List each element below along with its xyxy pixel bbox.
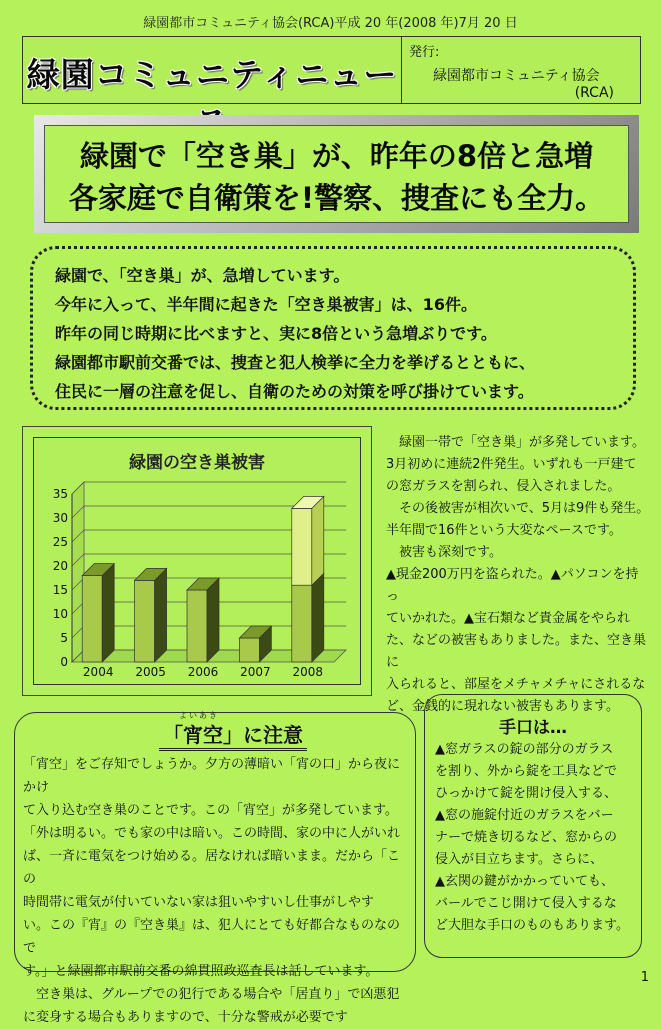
x-tick-label: 2007 [240,665,271,679]
x-tick-label: 2004 [82,665,114,679]
publisher-abbr: (RCA) [574,85,614,101]
summary-line: 今年に入って、半年間に起きた「空き巣被害」は、16件。 [55,295,477,314]
method-line: を割り、外から錠を工具などで [435,764,618,779]
bar-2005-front [135,580,155,662]
y-tick-label: 20 [52,559,68,573]
headline-inner [44,125,629,223]
article-right-column [386,432,651,718]
burglary-bar-chart [34,438,362,686]
method-line: ど大胆な手口のものもあります。 [435,918,629,933]
masthead [22,36,641,104]
newsletter-title: 緑園コミュニティニュー [26,55,398,94]
article-line: た、などの被害もありました。また、空き巣に [386,633,647,670]
bar-2008-extra-side [312,496,324,585]
heading-ruby: よいあき [179,711,219,720]
attention-line: す。」と緑園都市駅前交番の綿貫照政巡査長は話しています。 [23,964,379,979]
attention-line: 「宵空」をご存知でしょうか。夕方の薄暗い「宵の口」から夜にかけ [23,757,401,795]
attention-line: い。この『宵』の『空き巣』は、犯人にとても好都合なものなので [23,918,401,956]
attention-box [14,711,416,1025]
y-tick-label: 5 [60,631,68,645]
publisher-label: 発行: [409,45,440,60]
headline-box [34,115,639,233]
article-line: 入られると、部屋をメチャメチャにされるな [386,677,646,692]
article-line: その後被害が相次いで、5月は9件も発生。 [399,501,650,516]
article-line: 被害も深刻です。 [399,545,502,560]
article-line: 半年間で16件という大変なペースです。 [386,523,622,538]
y-tick-label: 35 [52,487,68,501]
attention-line: ば、一斉に電気をつけ始める。居なければ暗いまま。だから「この [23,849,401,887]
attention-line: 時間帯に電気が付いていない家は狙いやすいし仕事がしやす [23,895,375,910]
attention-body [23,753,409,1029]
page-number: 1 [640,970,649,985]
article-line: の窓ガラスを割られ、侵入されました。 [386,479,621,494]
bar-2005-side [155,568,167,662]
summary-line: 緑園で、「空き巣」が、急増しています。 [55,266,350,285]
y-tick-label: 15 [52,583,68,597]
bar-2007-front [239,638,259,662]
chart-title: 緑園の空き巣被害 [129,453,265,473]
method-line: ひっかけて錠を開け侵入する、 [435,786,618,801]
x-tick-label: 2006 [187,665,219,679]
attention-line: 「外は明るい。でも家の中は暗い。この時間、家の中に人がいれ [23,826,401,841]
attention-line: て入り込む空き巣のことです。この「宵空」が多発しています。 [23,803,398,818]
method-box [424,694,642,958]
bar-2008-side [312,573,324,662]
y-tick-label: 30 [52,511,68,525]
article-line: ▲現金200万円を盗られた。▲パソコンを持っ [386,567,639,604]
chart-panel [22,426,372,696]
method-line: バールでこじ開けて侵入するな [435,896,617,911]
article-line: ど、金銭的に現れない被害もあります。 [386,699,619,714]
headline-line-2: 各家庭で自衛策を!警察、捜査にも全力。 [68,181,605,215]
y-tick-label: 25 [52,535,68,549]
attention-line: に変身する場合もありますので、十分な警戒が必要です [23,1010,348,1025]
bar-2004-side [102,564,114,662]
x-tick-label: 2005 [135,665,166,679]
article-line: ていかれた。▲宝石類など貴金属をやられ [386,611,630,626]
method-line: ナーで焼き切るなど、窓からの [435,830,618,845]
bar-2006-side [207,578,219,662]
summary-line: 住民に一層の注意を促し、自衛のための対策を呼び掛けています。 [55,382,534,401]
x-tick-label: 2008 [292,665,324,679]
method-heading: 手口は… [499,718,567,738]
chart-frame [33,437,361,685]
attention-line: 空き巣は、グループでの犯行である場合や「居直り」で凶悪犯 [36,987,400,1002]
headline-line-1: 緑園で「空き巣」が、昨年の8倍と急増 [79,139,594,173]
article-line: 3月初めに連続2件発生。いずれも一戸建て [386,457,637,472]
publisher-name: 緑園都市コミュニティ協会 [433,68,600,84]
summary-line: 昨年の同じ時期に比べますと、実に8倍という急増ぶりです。 [55,324,497,343]
dateline: 緑園都市コミュニティ協会(RCA)平成 20 年(2008 年)7月 20 日 [143,16,518,31]
bar-2006-front [187,590,207,662]
method-body [435,739,637,937]
method-line: ▲窓ガラスの錠の部分のガラス [435,742,614,757]
attention-heading: 「宵空」に注意 [159,719,307,751]
summary-line: 緑園都市駅前交番では、捜査と犯人検挙に全力を挙げるとともに、 [55,353,536,372]
bar-2004-front [82,576,102,662]
y-tick-label: 10 [52,607,68,621]
masthead-title-cell [23,37,402,103]
bar-2008-extra-front [292,508,312,585]
method-line: ▲玄関の鍵がかかっていても、 [435,874,614,889]
method-line: ▲窓の施錠付近のガラスをバー [435,808,614,823]
summary-box [30,246,636,410]
y-tick-label: 0 [60,655,68,669]
bar-2008-front [292,585,312,662]
article-line: 緑園一帯で「空き巣」が多発しています。 [399,435,645,450]
method-line: 侵入が目立ちます。さらに、 [435,852,603,867]
